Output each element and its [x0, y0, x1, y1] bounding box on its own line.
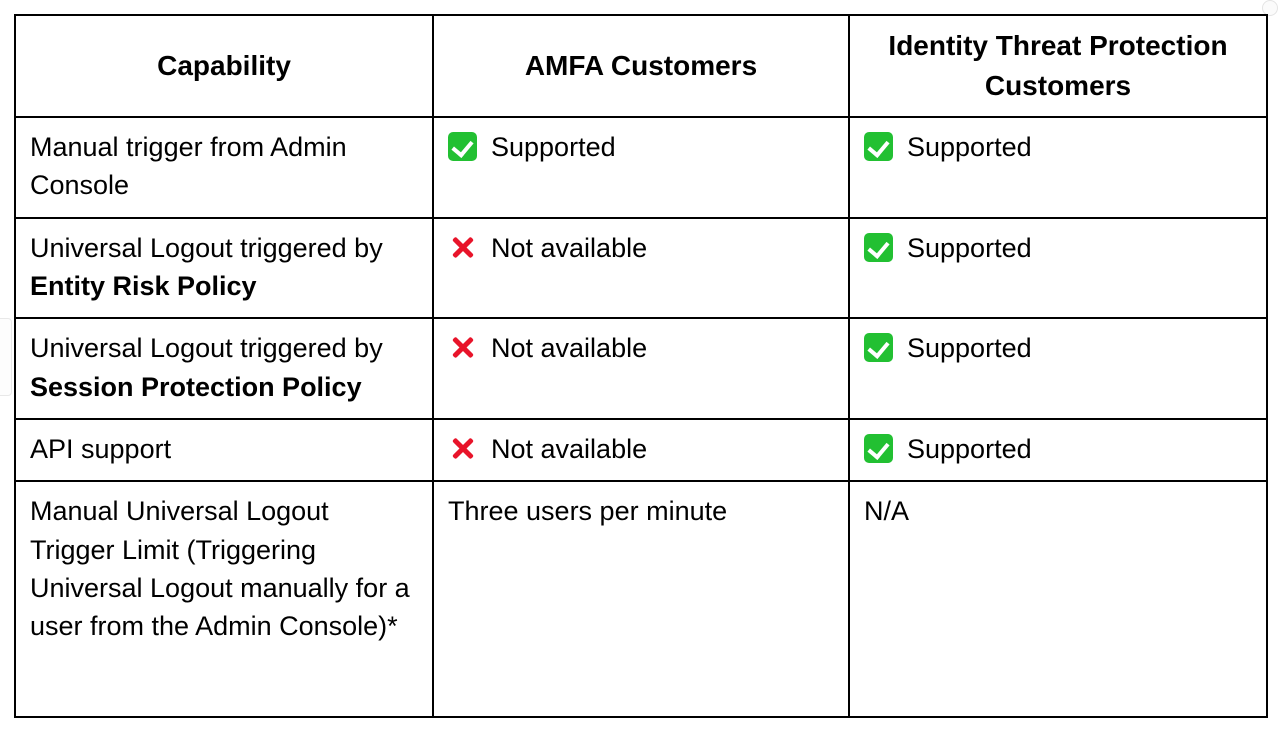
- capability-text: Manual Universal Logout Trigger Limit (Triggering Universal Logout manually for a user from the Admin Console)*: [30, 496, 410, 642]
- column-header-identity-threat-protection-customers: Identity Threat Protection Customers: [849, 15, 1267, 117]
- cell-amfa-status: [433, 117, 849, 218]
- capability-text: Manual trigger from Admin Console: [30, 132, 347, 201]
- status-label: Three users per minute: [448, 496, 728, 527]
- column-header-amfa-customers: AMFA Customers: [433, 15, 849, 117]
- status-label: Not available: [491, 232, 648, 263]
- cell-amfa-status: [433, 481, 849, 717]
- status-label: Supported: [907, 132, 1032, 162]
- table-row: [15, 117, 1267, 218]
- cell-itp-status: [849, 419, 1267, 481]
- red-cross-icon: [448, 333, 477, 362]
- green-check-icon: [864, 333, 893, 362]
- capability-text-bold: Session Protection Policy: [30, 371, 362, 402]
- green-check-icon: [864, 434, 893, 463]
- cell-amfa-status: [433, 318, 849, 419]
- table-row: [15, 318, 1267, 419]
- status-label: N/A: [864, 496, 910, 527]
- green-check-icon: [448, 132, 477, 161]
- table-body: [15, 117, 1267, 717]
- cell-capability: [15, 117, 433, 218]
- status-label: Supported: [491, 132, 616, 162]
- table-header-row: [15, 15, 1267, 117]
- cell-itp-status: [849, 218, 1267, 319]
- status-label: Supported: [907, 232, 1032, 263]
- capability-text-bold: Entity Risk Policy: [30, 270, 257, 301]
- red-cross-icon: [448, 434, 477, 463]
- column-header-capability: Capability: [15, 15, 433, 117]
- table-row: [15, 481, 1267, 717]
- cell-amfa-status: [433, 419, 849, 481]
- status-label: Supported: [907, 333, 1032, 364]
- table-header: [15, 15, 1267, 117]
- page-scroll-artifact-left: [0, 318, 12, 396]
- green-check-icon: [864, 132, 893, 161]
- cell-itp-status: [849, 318, 1267, 419]
- cell-capability: [15, 419, 433, 481]
- cell-itp-status: [849, 481, 1267, 717]
- cell-itp-status: [849, 117, 1267, 218]
- status-label: Supported: [907, 433, 1032, 464]
- capability-comparison-table: [14, 14, 1268, 718]
- capability-text: Universal Logout triggered by: [30, 232, 383, 263]
- cell-capability: [15, 218, 433, 319]
- capability-text: Universal Logout triggered by: [30, 333, 383, 364]
- status-label: Not available: [491, 333, 648, 364]
- status-label: Not available: [491, 433, 648, 464]
- cell-amfa-status: [433, 218, 849, 319]
- table-row: [15, 419, 1267, 481]
- table-row: [15, 218, 1267, 319]
- cell-capability: [15, 481, 433, 717]
- red-cross-icon: [448, 233, 477, 262]
- capability-text: API support: [30, 433, 172, 464]
- cell-capability: [15, 318, 433, 419]
- green-check-icon: [864, 233, 893, 262]
